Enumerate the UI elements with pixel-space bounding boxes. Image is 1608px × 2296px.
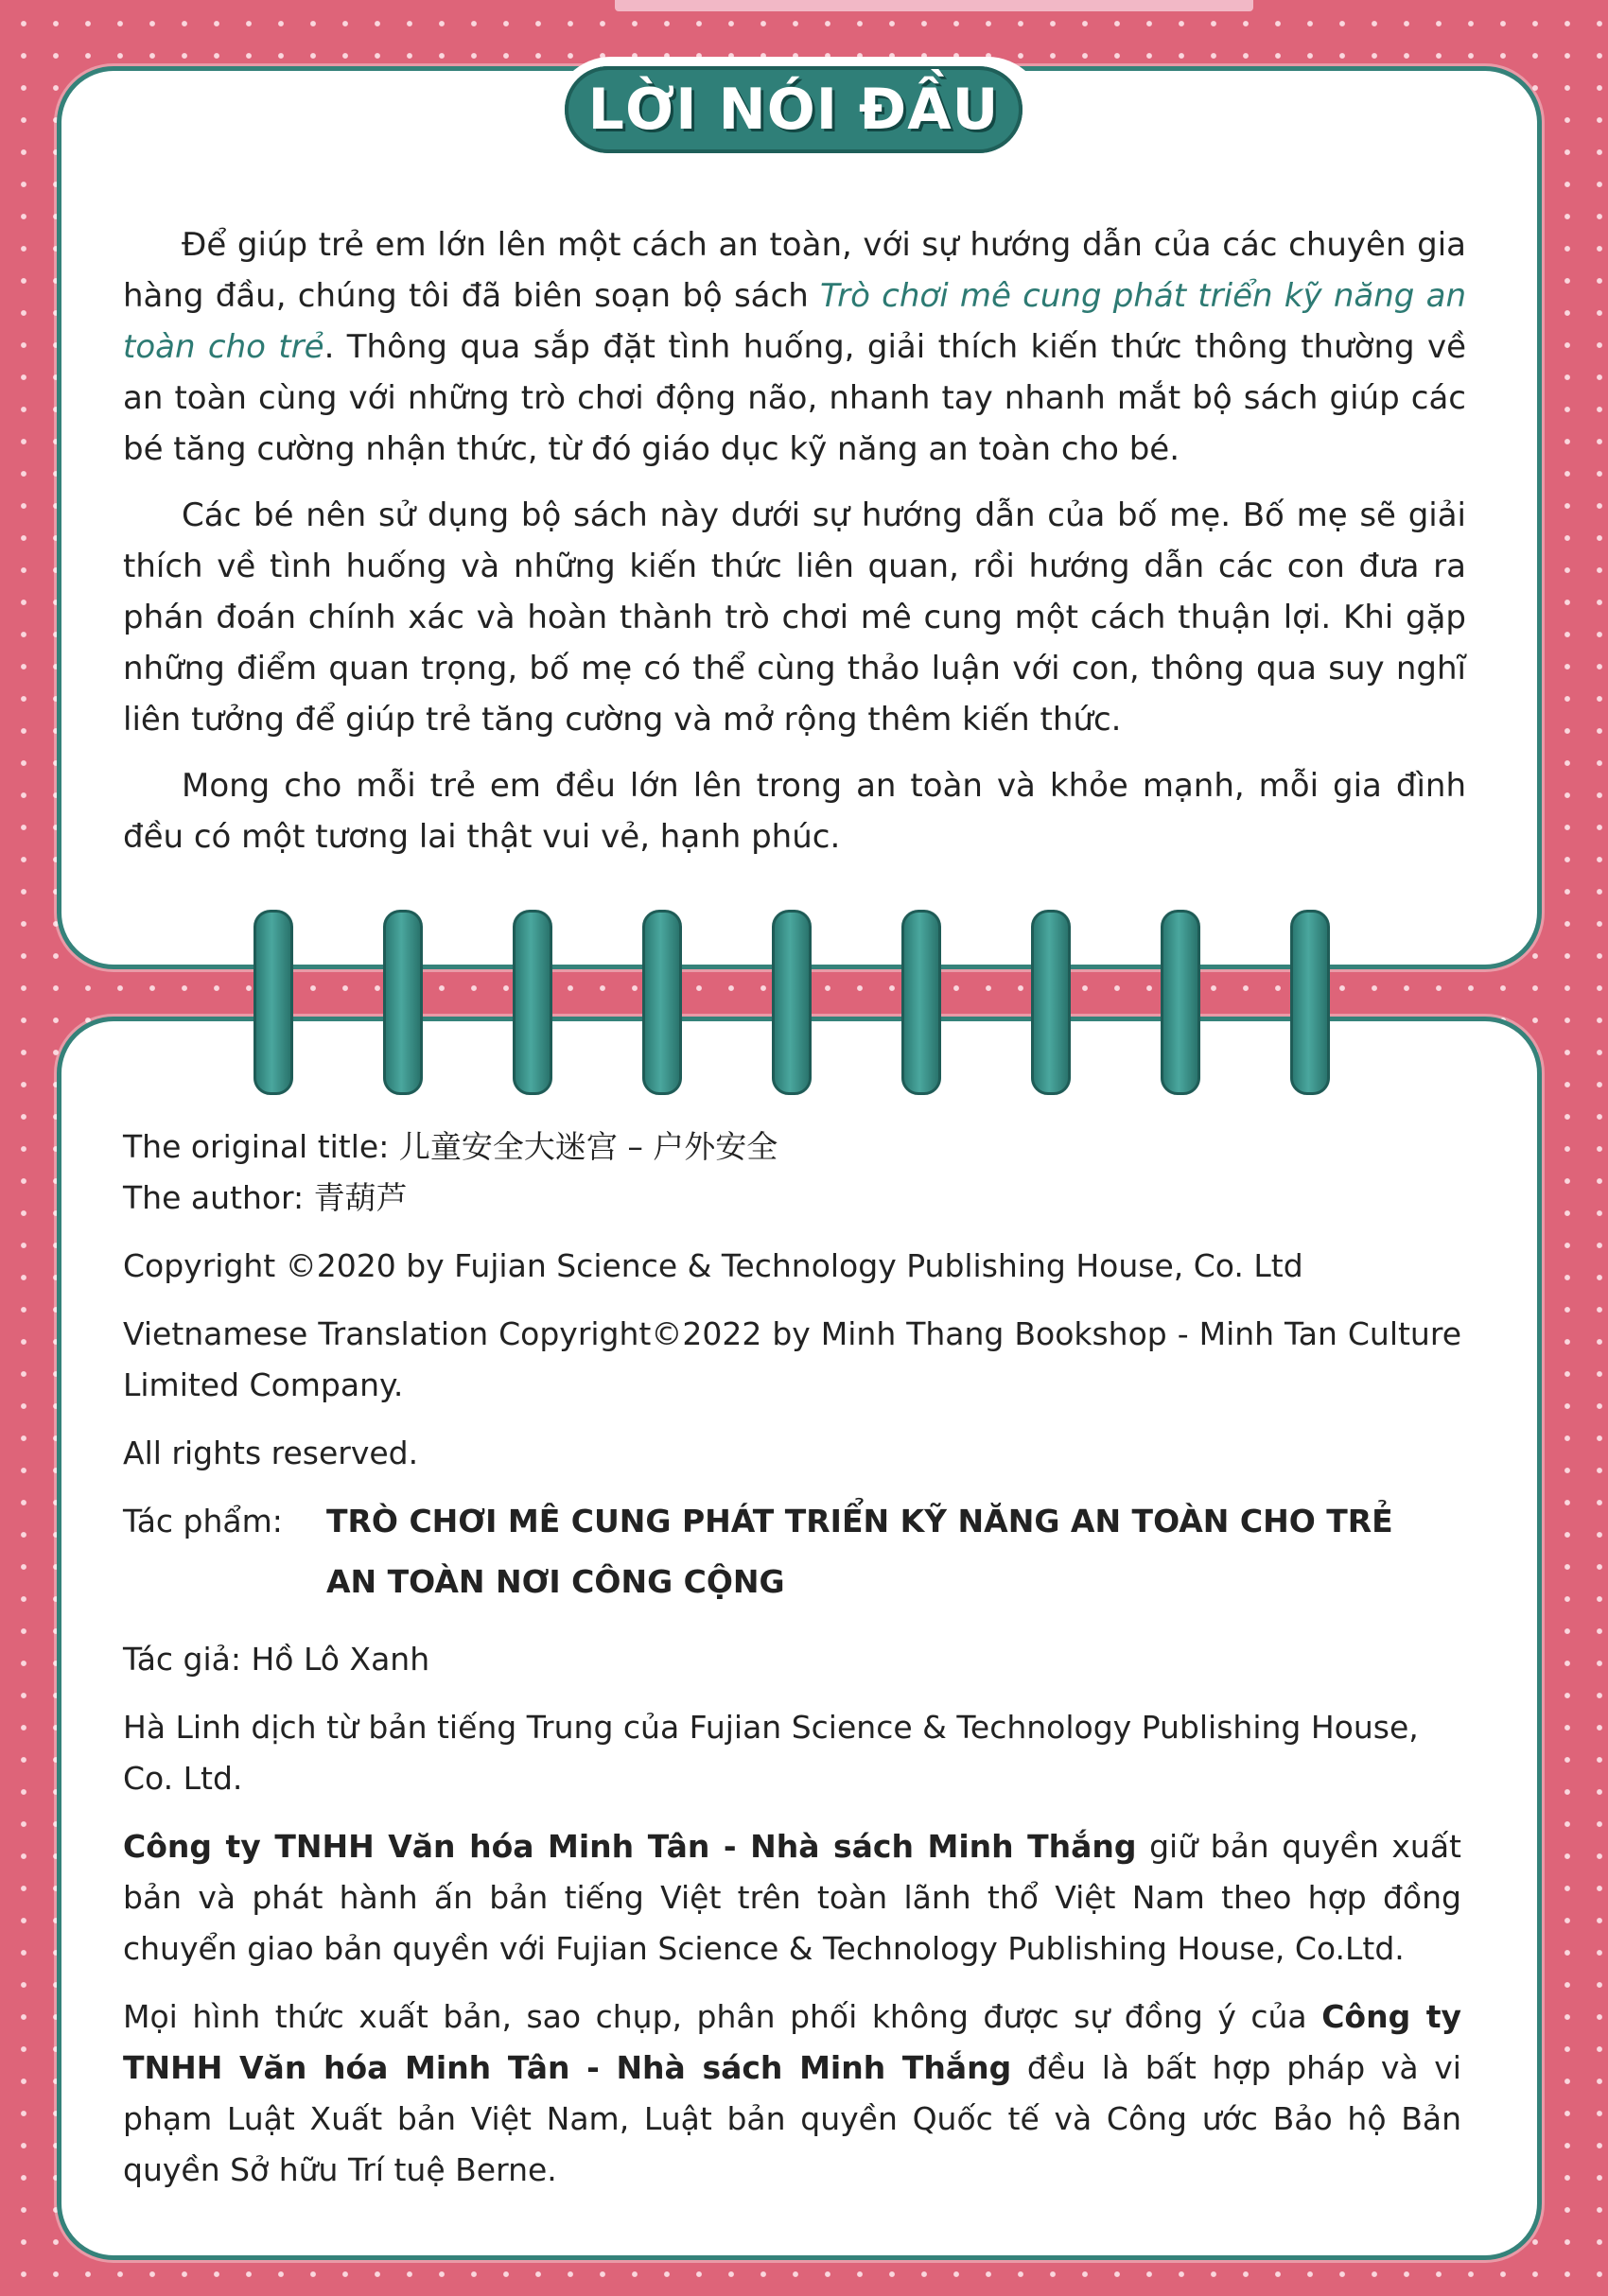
work-label: Tác phẩm:: [123, 1503, 283, 1539]
work-titles: [326, 1496, 1393, 1617]
colophon-body: [123, 1122, 1461, 2213]
work-title-line-2: AN TOÀN NƠI CÔNG CỘNG: [326, 1563, 785, 1600]
legal-notice: Mọi hình thức xuất bản, sao chụp, phân phối không được sự đồng ý của Công ty TNHH Văn hóa Minh Tân - Nhà sách Minh Thắng đều là bất hợp pháp và vi phạm Luật Xuất bản Việt Nam, Luật bản quyền Quốc tế và Công ước Bảo hộ Bản quyền Sở hữu Trí tuệ Berne.: [123, 1998, 1462, 2188]
original-author: The author: 青葫芦: [123, 1179, 408, 1216]
book-series-title: Trò chơi mê cung phát triển kỹ năng an toàn cho trẻ: [123, 277, 1467, 366]
work-title-row: [123, 1496, 1461, 1617]
preface-paragraph-3: Mong cho mỗi trẻ em đều lớn lên trong an toàn và khỏe mạnh, mỗi gia đình đều có một tương lai thật vui vẻ, hạnh phúc.: [123, 767, 1466, 856]
original-title: The original title: 儿童安全大迷宫 – 户外安全: [123, 1128, 778, 1165]
preface-paragraph-2: Các bé nên sử dụng bộ sách này dưới sự hướng dẫn của bố mẹ. Bố mẹ sẽ giải thích về tình huống và những kiến thức liên quan, rồi hướng dẫn các con đưa ra phán đoán chính xác và hoàn thành trò chơi mê cung một cách thuận lợi. Khi gặp những điểm quan trọng, bố mẹ có thể cùng thảo luận với con, thông qua suy nghĩ liên tưởng để giúp trẻ tăng cường và mở rộng thêm kiến thức.: [123, 496, 1466, 739]
vietnamese-author: Tác giả: Hồ Lô Xanh: [123, 1641, 430, 1678]
top-tab-strip: [615, 0, 1253, 11]
preface-body: [123, 219, 1466, 878]
publisher-rights: Công ty TNHH Văn hóa Minh Tân - Nhà sách Minh Thắng giữ bản quyền xuất bản và phát hành ấn bản tiếng Việt trên toàn lãnh thổ Việt Nam theo hợp đồng chuyển giao bản quyền với Fujian Science & Technology Publishing House, Co.Ltd.: [123, 1828, 1461, 1967]
preface-paragraph-1: Để giúp trẻ em lớn lên một cách an toàn, với sự hướng dẫn của các chuyên gia hàng đầu, chúng tôi đã biên soạn bộ sách Trò chơi mê cung phát triển kỹ năng an toàn cho trẻ. Thông qua sắp đặt tình huống, giải thích kiến thức thông thường về an toàn cùng với những trò chơi động não, nhanh tay nhanh mắt bộ sách giúp các bé tăng cường nhận thức, từ đó giáo dục kỹ năng an toàn cho bé.: [123, 226, 1467, 468]
publisher-name: Công ty TNHH Văn hóa Minh Tân - Nhà sách Minh Thắng: [123, 1828, 1137, 1865]
copyright-line: Copyright ©2020 by Fujian Science & Technology Publishing House, Co. Ltd: [123, 1247, 1303, 1284]
title-pill: [565, 66, 1022, 153]
preface-title: LỜI NÓI ĐẦU: [587, 77, 1000, 143]
rights-reserved: All rights reserved.: [123, 1435, 419, 1471]
translator-note: Hà Linh dịch từ bản tiếng Trung của Fujian Science & Technology Publishing House, Co. Ltd.: [123, 1709, 1419, 1797]
work-title-line-1: TRÒ CHƠI MÊ CUNG PHÁT TRIỂN KỸ NĂNG AN TOÀN CHO TRẺ: [326, 1503, 1393, 1539]
translation-copyright: Vietnamese Translation Copyright©2022 by Minh Thang Bookshop - Minh Tan Culture Limited Company.: [123, 1315, 1461, 1403]
publisher-name-legal: Công ty TNHH Văn hóa Minh Tân - Nhà sách Minh Thắng: [123, 1998, 1462, 2086]
preface-title-badge: [553, 57, 1045, 172]
